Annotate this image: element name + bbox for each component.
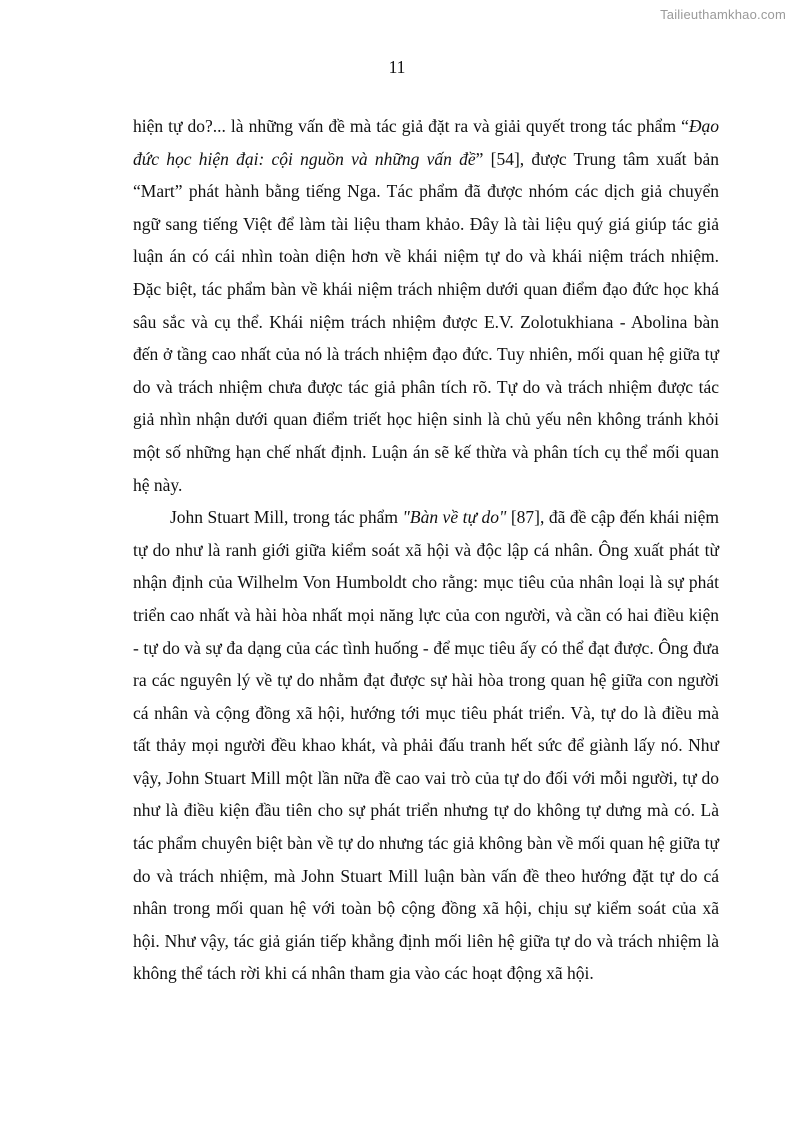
paragraph-2-text-after: [87], đã đề cập đến khái niệm tự do như là ranh giới giữa kiểm soát xã hội và độc lập cá nhân. Ông xuất phát từ nhận định của Wilhelm Von Humboldt cho rằng: mục tiêu của nhân loại là sự phát triển cao nhất và hài hòa nhất mọi năng lực của con người, và cần có hai điều kiện - tự do và sự đa dạng của các tình huống - để mục tiêu ấy có thể đạt được. Ông đưa ra các nguyên lý về tự do nhằm đạt được sự hài hòa trong quan hệ giữa con người cá nhân và cộng đồng xã hội, hướng tới mục tiêu phát triển. Và, tự do là điều mà tất thảy mọi người đều khao khát, và phải đấu tranh hết sức để giành lấy nó. Như vậy, John Stuart Mill một lần nữa đề cao vai trò của tự do đối với mỗi người, tự do như là điều kiện đầu tiên cho sự phát triển nhưng tự do không tự dưng mà có. Là tác phẩm chuyên biệt bàn về tự do nhưng tác giả không bàn về mối quan hệ giữa tự do và trách nhiệm, mà John Stuart Mill luận bàn vấn đề theo hướng đặt tự do cá nhân trong mối quan hệ với toàn bộ cộng đồng xã hội, chịu sự kiểm soát của xã hội. Như vậy, tác giả gián tiếp khẳng định mối liên hệ giữa tự do và trách nhiệm là không thể tách rời khi cá nhân tham gia vào các hoạt động xã hội. (133, 507, 719, 984)
document-body (133, 110, 719, 990)
paragraph-2 (133, 501, 719, 990)
page-number: 11 (388, 57, 406, 77)
paragraph-2-text-before: John Stuart Mill, trong tác phẩm (170, 507, 403, 528)
paragraph-1 (133, 110, 719, 501)
paragraph-1-text-after: ” [54], được Trung tâm xuất bản “Mart” phát hành bằng tiếng Nga. Tác phẩm đã được nhóm các dịch giả chuyển ngữ sang tiếng Việt để làm tài liệu tham khảo. Đây là tài liệu quý giá giúp tác giả luận án có cái nhìn toàn diện hơn về khái niệm tự do và khái niệm trách nhiệm. Đặc biệt, tác phẩm bàn về khái niệm trách nhiệm dưới quan điểm đạo đức học khá sâu sắc và cụ thể. Khái niệm trách nhiệm được E.V. Zolotukhiana - Abolina bàn đến ở tầng cao nhất của nó là trách nhiệm đạo đức. Tuy nhiên, mối quan hệ giữa tự do và trách nhiệm chưa được tác giả phân tích rõ. Tự do và trách nhiệm được tác giả nhìn nhận dưới quan điểm triết học hiện sinh là chủ yếu nên không tránh khỏi một số những hạn chế nhất định. Luận án sẽ kế thừa và phân tích cụ thể mối quan hệ này. (133, 148, 720, 495)
paragraph-1-work-title: Đạo đức học hiện đại: cội nguồn và những vấn đề (133, 116, 719, 169)
paragraph-2-work-title: "Bàn về tự do" (402, 507, 507, 528)
paragraph-1-text-before: hiện tự do?... là những vấn đề mà tác giả đặt ra và giải quyết trong tác phẩm “ (133, 116, 689, 136)
watermark-text: Tailieuthamkhao.com (660, 7, 786, 22)
